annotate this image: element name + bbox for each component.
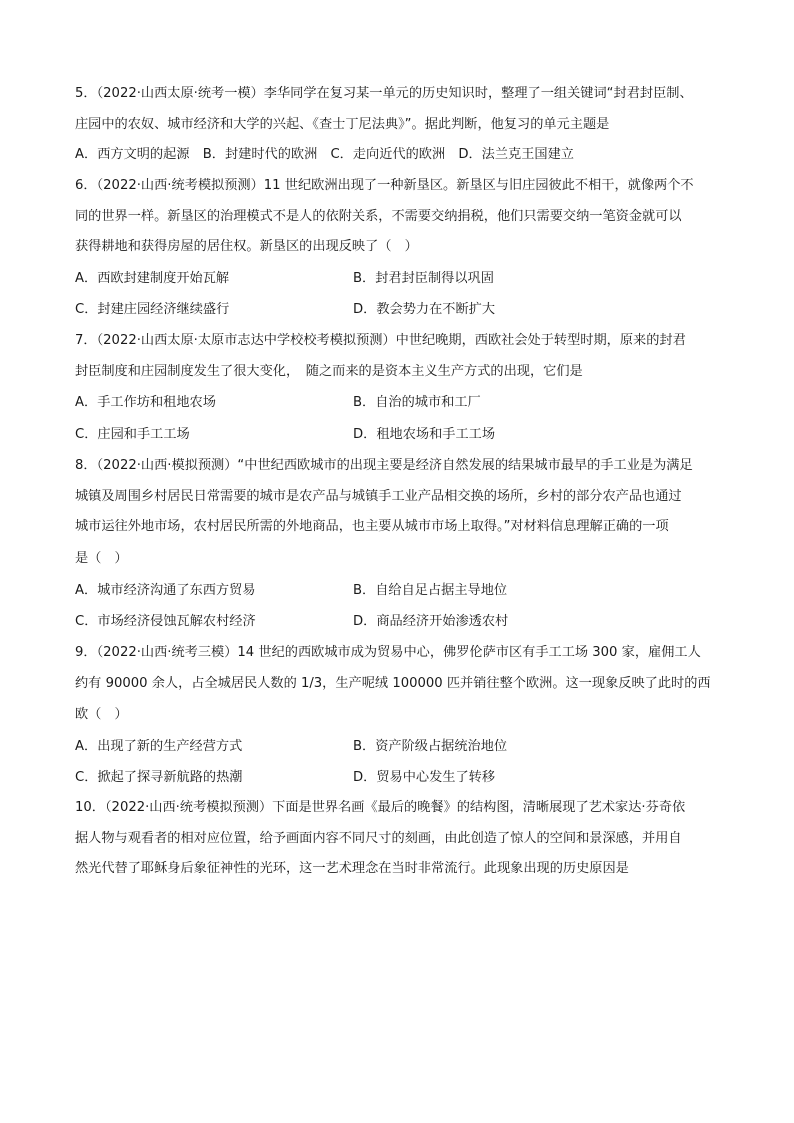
option-a: A．西欧封建制度开始瓦解: [75, 271, 230, 286]
question-text-line: 城市运往外地市场，农村居民所需的外地商品，也主要从城市市场上取得。”对材料信息理解正确的一项: [75, 519, 669, 534]
option-a: A．出现了新的生产经营方式: [75, 739, 243, 754]
question-text-line: 约有 90000 余人，占全城居民人数的 1/3，生产呢绒 100000 匹并销往整个欧洲。这一现象反映了此时的西: [75, 676, 711, 691]
option-c: C．市场经济侵蚀瓦解农村经济: [75, 614, 256, 629]
option-c: C．封建庄园经济继续盛行: [75, 302, 230, 317]
question-text-line: 5．（2022·山西太原·统考一模）李华同学在复习某一单元的历史知识时，整理了一组关键词“封君封臣制、: [75, 86, 693, 101]
option-b: B．自治的城市和工厂: [353, 395, 481, 410]
question-text-line: 封臣制度和庄园制度发生了很大变化， 随之而来的是资本主义生产方式的出现，它们是: [75, 364, 583, 379]
question-text-line: 欧（ ）: [75, 707, 128, 722]
option-line: A．西方文明的起源 B．封建时代的欧洲 C．走向近代的欧洲 D．法兰克王国建立: [75, 147, 574, 162]
question-text-line: 8．（2022·山西·模拟预测）“中世纪西欧城市的出现主要是经济自然发展的结果城市最早的手工业是为满足: [75, 458, 693, 473]
question-text-line: 庄园中的农奴、城市经济和大学的兴起、《查士丁尼法典》”。据此判断，他复习的单元主题是: [75, 117, 610, 132]
option-b: B．封君封臣制得以巩固: [353, 271, 494, 286]
option-d: D．商品经济开始渗透农村: [353, 614, 509, 629]
question-text-line: 7．（2022·山西太原·太原市志达中学校校考模拟预测）中世纪晚期，西欧社会处于转型时期，原来的封君: [75, 333, 686, 348]
question-text-line: 城镇及周围乡村居民日常需要的城市是农产品与城镇手工业产品相交换的场所，乡村的部分农产品也通过: [75, 489, 682, 504]
option-b: B．自给自足占据主导地位: [353, 583, 508, 598]
question-text-line: 获得耕地和获得房屋的居住权。新垦区的出现反映了（ ）: [75, 239, 418, 254]
question-text-line: 同的世界一样。新垦区的治理模式不是人的依附关系，不需要交纳捐税，他们只需要交纳一笔资金就可以: [75, 209, 682, 224]
question-text-line: 据人物与观看者的相对应位置，给予画面内容不同尺寸的刻画，由此创造了惊人的空间和景深感，并用自: [75, 831, 682, 846]
option-d: D．租地农场和手工工场: [353, 427, 496, 442]
option-d: D．教会势力在不断扩大: [353, 302, 496, 317]
option-d: D．贸易中心发生了转移: [353, 770, 496, 785]
option-c: C．掀起了探寻新航路的热潮: [75, 770, 243, 785]
question-text-line: 是（ ）: [75, 551, 128, 566]
question-text-line: 然光代替了耶稣身后象征神性的光环，这一艺术理念在当时非常流行。此现象出现的历史原因是: [75, 861, 629, 876]
question-text-line: 10．（2022·山西·统考模拟预测）下面是世界名画《最后的晚餐》的结构图，清晰展现了艺术家达·芬奇依: [75, 800, 686, 815]
option-b: B．资产阶级占据统治地位: [353, 739, 508, 754]
question-text-line: 6．（2022·山西·统考模拟预测）11 世纪欧洲出现了一种新垦区。新垦区与旧庄园彼此不相干，就像两个不: [75, 178, 694, 193]
option-a: A．手工作坊和租地农场: [75, 395, 216, 410]
question-text-line: 9．（2022·山西·统考三模）14 世纪的西欧城市成为贸易中心，佛罗伦萨市区有手工工场 300 家，雇佣工人: [75, 645, 701, 660]
option-a: A．城市经济沟通了东西方贸易: [75, 583, 256, 598]
option-c: C．庄园和手工工场: [75, 427, 190, 442]
